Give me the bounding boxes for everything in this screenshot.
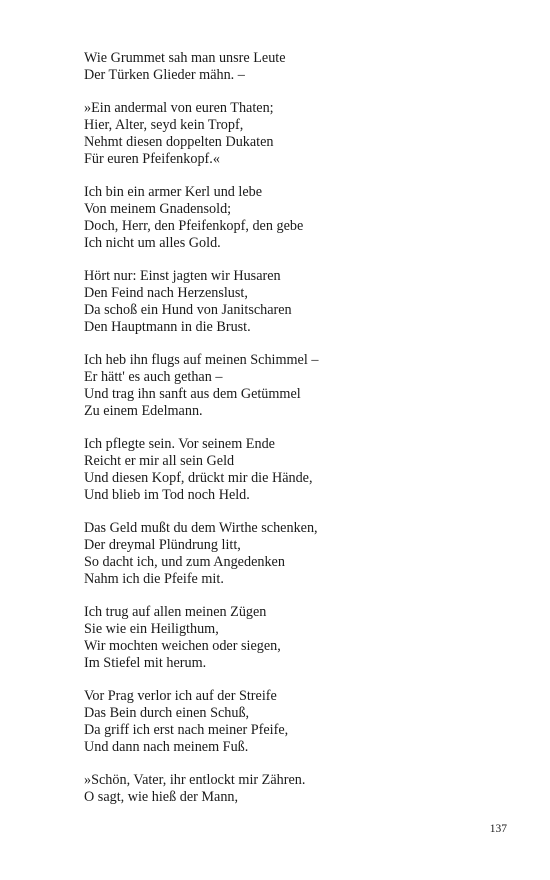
verse-line: Der dreymal Plündrung litt, — [84, 537, 241, 554]
verse-line: Nahm ich die Pfeife mit. — [84, 570, 224, 587]
verse-line: Da griff ich erst nach meiner Pfeife, — [84, 721, 289, 738]
verse-line: Hört nur: Einst jagten wir Husaren — [84, 268, 281, 285]
verse-line: Da schoß ein Hund von Janitscharen — [84, 301, 292, 318]
stanza-6 — [84, 436, 484, 503]
verse-line: Ich trug auf allen meinen Zügen — [84, 604, 267, 621]
verse-line: Wie Grummet sah man unsre Leute — [84, 50, 286, 66]
verse-line: O sagt, wie hieß der Mann, — [84, 789, 239, 806]
verse-line: Ich bin ein armer Kerl und lebe — [84, 184, 263, 201]
stanza-1 — [84, 50, 484, 84]
verse-line: Und dann nach meinem Fuß. — [84, 738, 249, 755]
verse-line: Der Türken Glieder mähn. – — [84, 66, 245, 83]
verse-line: Ich pflegte sein. Vor seinem Ende — [84, 436, 275, 453]
verse-line: Und trag ihn sanft aus dem Getümmel — [84, 385, 301, 402]
verse-line: Vor Prag verlor ich auf der Streife — [84, 688, 277, 705]
verse-line: Ich heb ihn flugs auf meinen Schimmel – — [84, 352, 319, 369]
stanza-7 — [84, 520, 484, 587]
verse-line: Und blieb im Tod noch Held. — [84, 486, 250, 503]
stanza-8 — [84, 604, 484, 671]
stanza-3 — [84, 184, 484, 251]
verse-line: Das Bein durch einen Schuß, — [84, 705, 250, 722]
verse-line: Für euren Pfeifenkopf.« — [84, 150, 220, 167]
stanza-2 — [84, 100, 484, 167]
stanza-5 — [84, 352, 484, 419]
verse-line: Wir mochten weichen oder siegen, — [84, 637, 281, 654]
verse-line: Er hätt' es auch gethan – — [84, 369, 223, 386]
verse-line: Den Hauptmann in die Brust. — [84, 318, 251, 335]
verse-line: »Ein andermal von euren Thaten; — [84, 100, 274, 117]
verse-line: Und diesen Kopf, drückt mir die Hände, — [84, 469, 313, 486]
verse-line: Ich nicht um alles Gold. — [84, 234, 221, 251]
verse-line: Im Stiefel mit herum. — [84, 654, 207, 671]
verse-line: Reicht er mir all sein Geld — [84, 453, 235, 470]
poem-text — [84, 50, 484, 823]
verse-line: Doch, Herr, den Pfeifenkopf, den gebe — [84, 217, 304, 234]
verse-line: Hier, Alter, seyd kein Tropf, — [84, 117, 244, 134]
verse-line: Den Feind nach Herzenslust, — [84, 285, 248, 302]
verse-line: Zu einem Edelmann. — [84, 402, 203, 419]
verse-line: Das Geld mußt du dem Wirthe schenken, — [84, 520, 318, 537]
verse-line: »Schön, Vater, ihr entlockt mir Zähren. — [84, 772, 306, 789]
stanza-4 — [84, 268, 484, 335]
verse-line: So dacht ich, und zum Angedenken — [84, 553, 285, 570]
page-number: 137 — [489, 823, 507, 835]
verse-line: Nehmt diesen doppelten Dukaten — [84, 133, 274, 150]
verse-line: Von meinem Gnadensold; — [84, 201, 232, 218]
stanza-10 — [84, 772, 484, 806]
stanza-9 — [84, 688, 484, 755]
verse-line: Sie wie ein Heiligthum, — [84, 621, 219, 638]
